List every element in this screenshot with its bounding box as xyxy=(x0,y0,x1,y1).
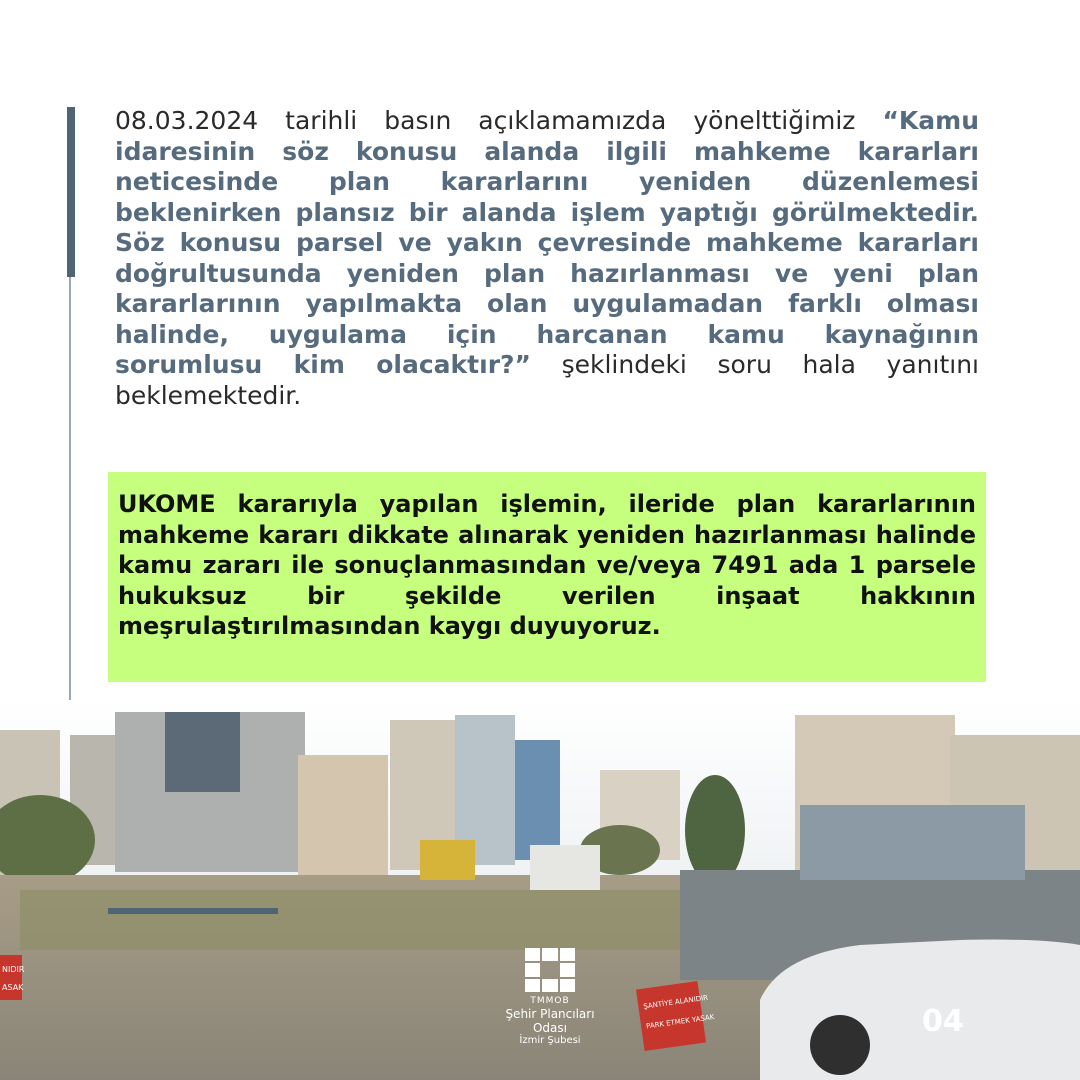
truck xyxy=(530,845,600,890)
building-left-4 xyxy=(298,755,388,875)
building-blue xyxy=(515,740,560,860)
intro-paragraph xyxy=(115,106,979,411)
blue-container xyxy=(800,805,1025,880)
logo-branch: İzmir Şubesi xyxy=(519,1035,581,1046)
building-left-glass xyxy=(165,712,240,792)
left-sign-text-2: ASAK xyxy=(2,983,24,992)
logo-grid-icon xyxy=(525,948,575,992)
intro-lead: 08.03.2024 tarihli basın açıklamamızda yönelttiğimiz xyxy=(115,106,856,135)
white-car xyxy=(760,940,1080,1080)
tmmob-logo xyxy=(490,948,610,1047)
page-number: 04 xyxy=(922,1004,964,1039)
tree-center xyxy=(685,775,745,885)
intro-tail: şeklindeki soru hala yanıtını beklemektedir. xyxy=(115,350,979,410)
intro-quote: “Kamu idaresinin söz konusu alanda ilgili mahkeme kararları neticesinde plan kararlarını yeniden düzenlemesi beklenirken plansız bir alanda işlem yaptığı görülmektedir. Söz konusu parsel ve yakın çevresinde mahkeme kararları doğrultusunda yeniden plan hazırlanması ve yeni plan kararlarının yapılmakta olan uygulamadan farklı olması halinde, uygulama için harcanan kamu kaynağının sorumlusu kim olacaktır?” xyxy=(115,106,979,379)
highlight-box xyxy=(108,472,986,682)
warning-sign-text-2: PARK ETMEK YASAK xyxy=(645,1013,715,1031)
photo-rule xyxy=(108,908,278,914)
logo-org: TMMOB xyxy=(530,996,570,1006)
warning-sign-text-1: ŞANTİYE ALANIDIR xyxy=(642,993,709,1011)
left-warning-sign xyxy=(0,955,22,1000)
left-sign-text-1: NIDIR xyxy=(2,965,25,974)
grass xyxy=(20,890,720,950)
excavator xyxy=(420,840,475,880)
car-wheel xyxy=(810,1015,870,1075)
accent-bar xyxy=(67,107,75,277)
logo-name: Şehir Plancıları Odası xyxy=(505,1007,595,1035)
highlight-text: UKOME kararıyla yapılan işlemin, ileride plan kararlarının mahkeme kararı dikkate alınarak yeniden hazırlanması halinde kamu zararı ile sonuçlanmasından ve/veya 7491 ada 1 parsele hukuksuz bir şekilde verilen inşaat hakkının meşrulaştırılmasından kaygı duyuyoruz. xyxy=(118,490,976,640)
